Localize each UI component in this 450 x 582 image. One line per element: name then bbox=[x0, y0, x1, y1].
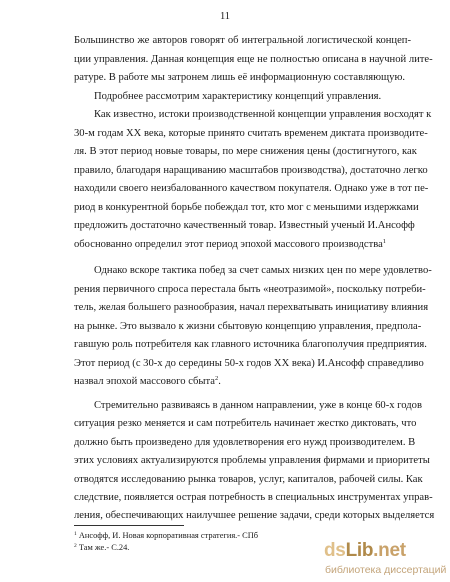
text-line bbox=[74, 375, 411, 388]
text-line bbox=[74, 238, 411, 251]
logo-part-lib: Lib bbox=[345, 540, 374, 561]
dslib-logo bbox=[324, 540, 406, 562]
footnote-text: Ансофф, И. Новая корпоративная стратегия.- СПб bbox=[76, 531, 259, 540]
text-line: следствие, появляется острая потребность в специальных инструментах управ- bbox=[74, 492, 433, 503]
text-line: ратуре. В работе мы затронем лишь её информационную составляющую. bbox=[74, 72, 406, 83]
page-number: 11 bbox=[219, 11, 231, 22]
logo-part-ds: ds bbox=[324, 540, 346, 561]
text-line: Этот период (с 30-х до середины 50-х годов XX века) И.Ансофф справедливо bbox=[74, 358, 424, 369]
text-line: отводятся исследованию рынка товаров, услуг, капиталов, рабочей силы. Как bbox=[74, 474, 423, 485]
text-line: на рынке. Это вызвало к жизни сбытовую концепцию управления, предпола- bbox=[74, 321, 422, 332]
text-line: этих условиях актуализируются проблемы управления фирмами и приоритеты bbox=[74, 455, 430, 466]
footnote-mark: 1 bbox=[74, 531, 77, 537]
logo-part-net: .net bbox=[373, 540, 406, 561]
text-line: Однако вскоре тактика побед за счет самых низких цен по мере удовлетво- bbox=[94, 265, 432, 276]
text-line: ситуация резко меняется и сам потребитель начинает жестко диктовать, что bbox=[74, 418, 417, 429]
text-line: Стремительно развиваясь в данном направлении, уже в конце 60-х годов bbox=[94, 400, 422, 411]
text-line: Большинство же авторов говорят об интегральной логистической концеп- bbox=[74, 35, 411, 46]
text-line: должно быть произведено для удовлетворения его нужд производителем. В bbox=[74, 437, 416, 448]
text-line: рения первичного спроса перестала быть «неотразимой», поскольку потреби- bbox=[74, 284, 426, 295]
text-line: правило, благодаря наращиванию масштабов производства), достаточно легко bbox=[74, 165, 428, 176]
text-line-content: обоснованно определил этот период эпохой массового производства bbox=[74, 239, 383, 250]
text-line: тель, желая большего разнообразия, начал перехватывать инициативу влияния bbox=[74, 302, 429, 313]
footnote-ref[interactable]: 1 bbox=[382, 238, 387, 245]
text-line-content: назвал эпохой массового сбыта bbox=[74, 376, 215, 387]
text-line: находили своего неизбалованного качеством покупателя. Однако уже в тот пе- bbox=[74, 183, 429, 194]
text-line: Подробнее рассмотрим характеристику концепций управления. bbox=[94, 91, 382, 102]
text-line: предложить достаточно качественный товар. Известный ученый И.Ансофф bbox=[74, 220, 415, 231]
watermark-caption: библиотека диссертаций bbox=[325, 564, 447, 576]
text-line: ления, обеспечивающих наилучшее решение задачи, среди которых выделяется bbox=[74, 510, 435, 521]
footnote bbox=[74, 543, 129, 553]
footnote-text: Там же.- С.24. bbox=[76, 543, 130, 552]
text-line: гавшую роль потребителя как главного источника благополучия предприятия. bbox=[74, 339, 427, 350]
text-line-end: . bbox=[218, 376, 221, 387]
footnote-ref[interactable]: 2 bbox=[215, 375, 219, 382]
text-line: Как известно, истоки производственной концепции управления восходят к bbox=[94, 109, 432, 120]
dslib-watermark[interactable] bbox=[324, 540, 448, 580]
footnote bbox=[74, 531, 258, 541]
footnote-mark: 2 bbox=[74, 543, 77, 549]
text-line: риод в конкурентной борьбе побеждал тот, кто мог с меньшими издержками bbox=[74, 202, 419, 213]
text-line: ции управления. Данная концепция еще не полностью описана в научной лите- bbox=[74, 54, 433, 65]
text-line: ля. В этот период новые товары, по мере снижения цены (достигнутого, как bbox=[74, 146, 417, 157]
footnote-divider bbox=[74, 525, 184, 526]
text-line: 30-м годам XX века, которые принято считать временем диктата производите- bbox=[74, 128, 428, 139]
